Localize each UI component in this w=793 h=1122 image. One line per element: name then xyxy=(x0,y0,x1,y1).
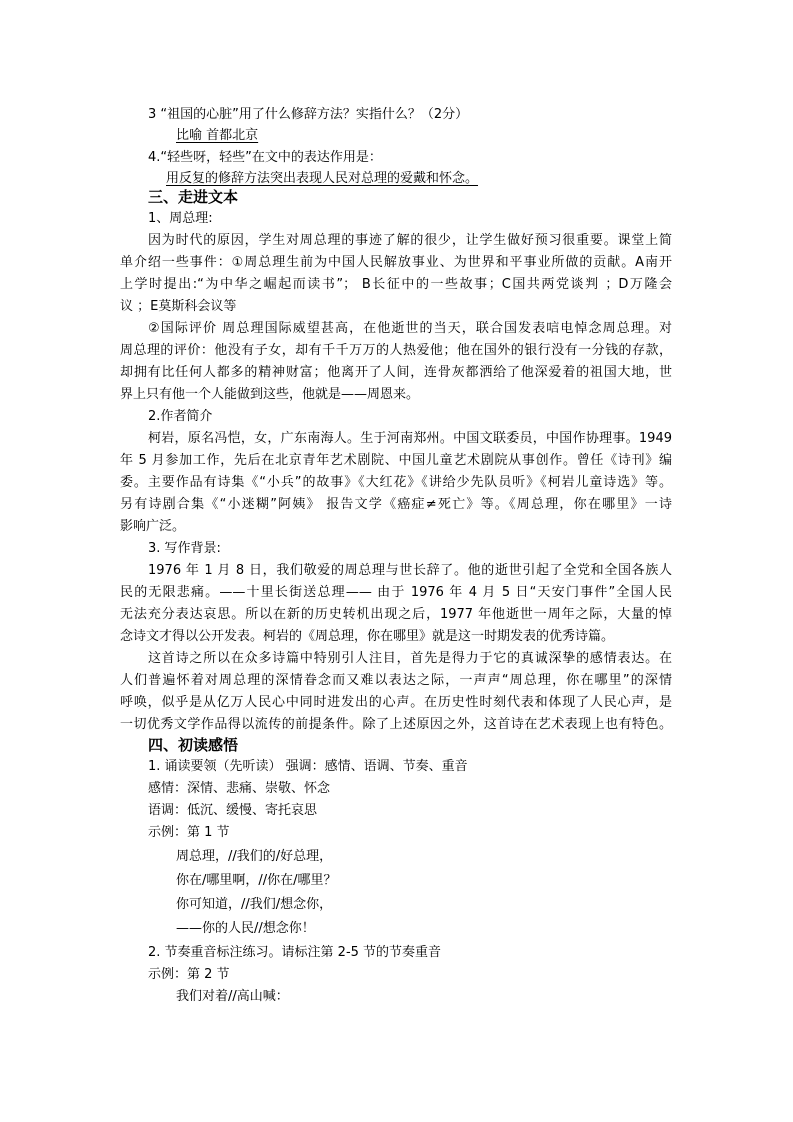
q3-answer: 比喻 首都北京 xyxy=(176,128,259,143)
para-line: 委。主要作品有诗集《“小兵”的故事》《大红花》《讲给少先队员听》《柯岩儿童诗选》等。 xyxy=(120,475,672,490)
para-line: 年 5 月参加工作，先后在北京青年艺术剧院、中国儿童艺术剧院从事创作。曾任《诗刊》编 xyxy=(120,453,672,468)
section3-sub3: 3. 写作背景: xyxy=(148,541,221,556)
poem-line: 你在/哪里啊，//你在/哪里？ xyxy=(176,873,337,888)
para-line: 这首诗之所以在众多诗篇中特别引人注目，首先是得力于它的真诚深挚的感情表达。在 xyxy=(148,651,672,666)
section3-sub2: 2.作者简介 xyxy=(148,409,213,424)
section4-item2: 2. 节奏重音标注练习。请标注第 2-5 节的节奏重音 xyxy=(148,945,442,960)
section4-tone: 语调：低沉、缓慢、寄托哀思 xyxy=(148,803,318,818)
poem-line: 周总理，//我们的/好总理， xyxy=(176,849,333,864)
section4-item1: 1. 诵读要领（先听读） 强调：感情、语调、节奏、重音 xyxy=(148,759,468,774)
section4-example1: 示例：第 1 节 xyxy=(148,825,230,840)
q4-answer: 用反复的修辞方法突出表现人民对总理的爱戴和怀念。 xyxy=(166,171,479,186)
para-line: 另有诗剧合集《“小迷糊”阿姨》 报告文学《癌症≠死亡》等。《周总理，你在哪里》一诗 xyxy=(120,497,672,512)
para-line: 议 ；E莫斯科会议等 xyxy=(120,299,237,314)
poem-line: 你可知道，//我们/想念你， xyxy=(176,897,333,912)
q4-question: 4.“轻些呀，轻些”在文中的表达作用是： xyxy=(148,150,382,165)
para-line: 呼唤，似乎是从亿万人民心中同时进发出的心声。在历史性时刻代表和体现了人民心声，是 xyxy=(120,695,672,710)
para-line: 人们普遍怀着对周总理的深情眷念而又难以表达之际，一声声“周总理，你在哪里”的深情 xyxy=(120,673,672,688)
para-line: 民的无限悲痛。——十里长街送总理—— 由于 1976 年 4 月 5 日“天安门事件”全国人民 xyxy=(120,585,672,600)
para-line: 因为时代的原因，学生对周总理的事迹了解的很少，让学生做好预习很重要。课堂上简 xyxy=(148,233,672,248)
para-line: 影响广泛。 xyxy=(120,519,186,534)
para-line: 念诗文才得以公开发表。柯岩的《周总理，你在哪里》就是这一时期发表的优秀诗篇。 xyxy=(120,629,615,644)
section4-heading: 四、初读感悟 xyxy=(148,736,239,754)
para-line: 界上只有他一个人能做到这些，他就是——周恩来。 xyxy=(120,387,420,402)
section3-sub1: 1、周总理: xyxy=(148,211,213,226)
poem-line: ——你的人民//想念你！ xyxy=(176,921,315,936)
poem-line: 我们对着//高山喊： xyxy=(176,989,289,1004)
para-line: 周总理的评价：他没有子女，却有千千万万的人热爱他；他在国外的银行没有一分钱的存款， xyxy=(120,343,672,358)
section4-example2: 示例：第 2 节 xyxy=(148,967,230,982)
q3-question: 3 “祖国的心脏”用了什么修辞方法？实指什么？（2分） xyxy=(148,107,469,122)
para-line: 1976 年 1 月 8 日，我们敬爱的周总理与世长辞了。他的逝世引起了全党和全国各族人 xyxy=(148,563,672,578)
section3-heading: 三、走进文本 xyxy=(148,188,239,206)
para-line: 却拥有比任何人都多的精神财富；他离开了人间，连骨灰都洒给了他深爱着的祖国大地，世 xyxy=(120,365,672,380)
para-line: 单介绍一些事件：①周总理生前为中国人民解放事业、为世界和平事业所做的贡献。A南开 xyxy=(120,255,672,270)
para-line: 上学时提出:“为中华之崛起而读书”； B长征中的一些故事；C国共两党谈判 ；D万隆会 xyxy=(120,277,672,292)
para-line: 一切优秀文学作品得以流传的前提条件。除了上述原因之外，这首诗在艺术表现上也有特色。 xyxy=(120,717,672,732)
para-line: ②国际评价 周总理国际威望甚高，在他逝世的当天，联合国发表唁电悼念周总理。对 xyxy=(148,321,672,336)
para-line: 柯岩，原名冯恺，女，广东南海人。生于河南郑州。中国文联委员，中国作协理事。1949 xyxy=(148,431,672,446)
para-line: 无法充分表达哀思。所以在新的历史转机出现之后，1977 年他逝世一周年之际，大量的悼 xyxy=(120,607,672,622)
section4-feeling: 感情：深情、悲痛、崇敬、怀念 xyxy=(148,781,331,796)
